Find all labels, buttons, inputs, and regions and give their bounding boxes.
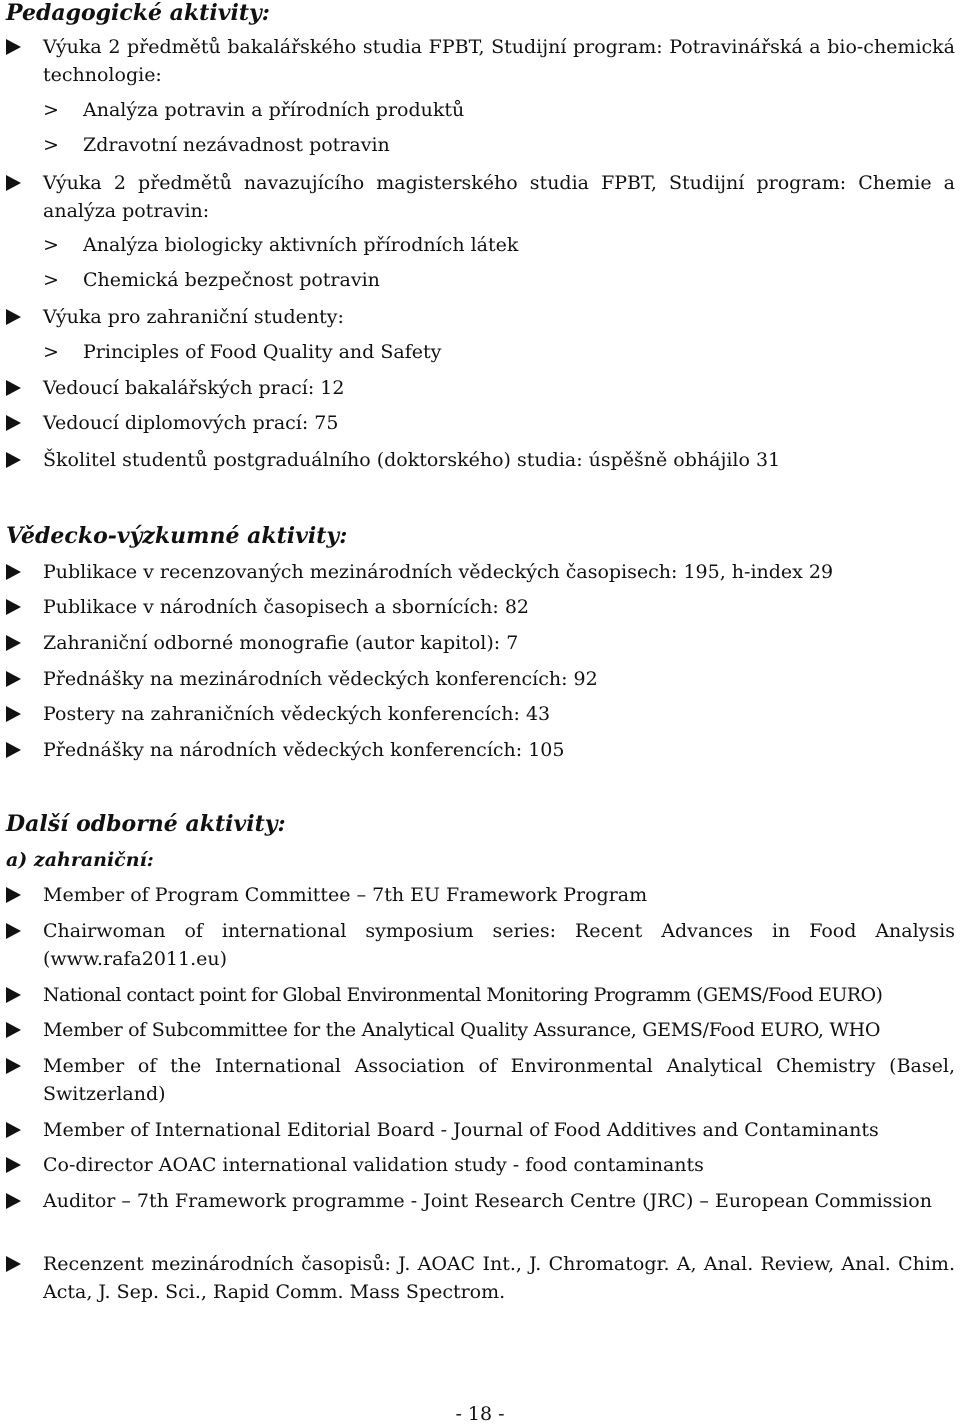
sub-list-item-text: Zdravotní nezávadnost potravin [83, 134, 390, 156]
list-item-text: Školitel studentů postgraduálního (doktorského) studia: úspěšně obhájilo 31 [43, 449, 781, 471]
list-item-text: Co-director AOAC international validation study - food contaminants [43, 1154, 704, 1176]
sub-list-item-text: Principles of Food Quality and Safety [83, 341, 442, 363]
page-number: - 18 - [455, 1403, 505, 1425]
triangle-bullet-icon [6, 742, 21, 758]
sub-marker: > [43, 99, 59, 121]
list-item-text: Chairwoman of international symposium series: Recent Advances in Food Analysis (www.rafa2011.eu) [43, 920, 955, 970]
triangle-bullet-icon [6, 1058, 21, 1074]
list-item-text: Recenzent mezinárodních časopisů: J. AOAC Int., J. Chromatogr. A, Anal. Review, Anal. Chim. Acta, J. Sep. Sci., Rapid Comm. Mass Spectrom. [43, 1253, 955, 1303]
list-item-text: National contact point for Global Environmental Monitoring Programm (GEMS/Food EURO) [43, 984, 883, 1006]
triangle-bullet-icon [6, 1122, 21, 1138]
triangle-bullet-icon [6, 175, 21, 191]
list-item-text: Postery na zahraničních vědeckých konferencích: 43 [43, 703, 551, 725]
triangle-bullet-icon [6, 1193, 21, 1209]
list-item-text: Publikace v recenzovaných mezinárodních vědeckých časopisech: 195, h-index 29 [43, 561, 834, 583]
list-item-text: Výuka 2 předmětů navazujícího magisterského studia FPBT, Studijní program: Chemie a analýza potravin: [43, 172, 955, 222]
triangle-bullet-icon [6, 564, 21, 580]
section-heading-other: Další odborné aktivity: [6, 811, 286, 837]
list-item-text: Publikace v národních časopisech a sbornících: 82 [43, 596, 529, 618]
list-item-text: Vedoucí diplomových prací: 75 [43, 412, 339, 434]
list-item-text: Member of the International Association of Environmental Analytical Chemistry (Basel, Switzerland) [43, 1055, 955, 1105]
triangle-bullet-icon [6, 706, 21, 722]
sub-marker: > [43, 341, 59, 363]
list-item-text: Member of International Editorial Board - Journal of Food Additives and Contaminants [43, 1119, 879, 1141]
triangle-bullet-icon [6, 309, 21, 325]
triangle-bullet-icon [6, 987, 21, 1003]
list-item-text: Přednášky na mezinárodních vědeckých konferencích: 92 [43, 668, 598, 690]
section-heading-research: Vědecko-výzkumné aktivity: [6, 523, 348, 549]
triangle-bullet-icon [6, 1022, 21, 1038]
triangle-bullet-icon [6, 671, 21, 687]
list-item-text: Vedoucí bakalářských prací: 12 [43, 377, 345, 399]
triangle-bullet-icon [6, 923, 21, 939]
sub-list-item-text: Analýza biologicky aktivních přírodních látek [83, 234, 519, 256]
triangle-bullet-icon [6, 1157, 21, 1173]
triangle-bullet-icon [6, 39, 21, 55]
subsection-heading-international: a) zahraniční: [6, 849, 154, 871]
triangle-bullet-icon [6, 380, 21, 396]
triangle-bullet-icon [6, 887, 21, 903]
triangle-bullet-icon [6, 635, 21, 651]
sub-marker: > [43, 234, 59, 256]
triangle-bullet-icon [6, 1256, 21, 1272]
triangle-bullet-icon [6, 599, 21, 615]
sub-marker: > [43, 134, 59, 156]
list-item-text: Výuka pro zahraniční studenty: [43, 306, 344, 328]
list-item-text: Výuka 2 předmětů bakalářského studia FPBT, Studijní program: Potravinářská a bio-chemická technologie: [43, 36, 955, 86]
list-item-text: Zahraniční odborné monografie (autor kapitol): 7 [43, 632, 519, 654]
triangle-bullet-icon [6, 415, 21, 431]
triangle-bullet-icon [6, 452, 21, 468]
list-item-text: Auditor – 7th Framework programme - Joint Research Centre (JRC) – European Commission [43, 1190, 932, 1212]
sub-list-item-text: Analýza potravin a přírodních produktů [83, 99, 465, 121]
section-heading-pedagogical: Pedagogické aktivity: [6, 0, 270, 26]
list-item-text: Member of Program Committee – 7th EU Framework Program [43, 884, 648, 906]
list-item-text: Přednášky na národních vědeckých konferencích: 105 [43, 739, 565, 761]
list-item-text: Member of Subcommittee for the Analytical Quality Assurance, GEMS/Food EURO, WHO [43, 1019, 881, 1041]
sub-list-item-text: Chemická bezpečnost potravin [83, 269, 380, 291]
sub-marker: > [43, 269, 59, 291]
